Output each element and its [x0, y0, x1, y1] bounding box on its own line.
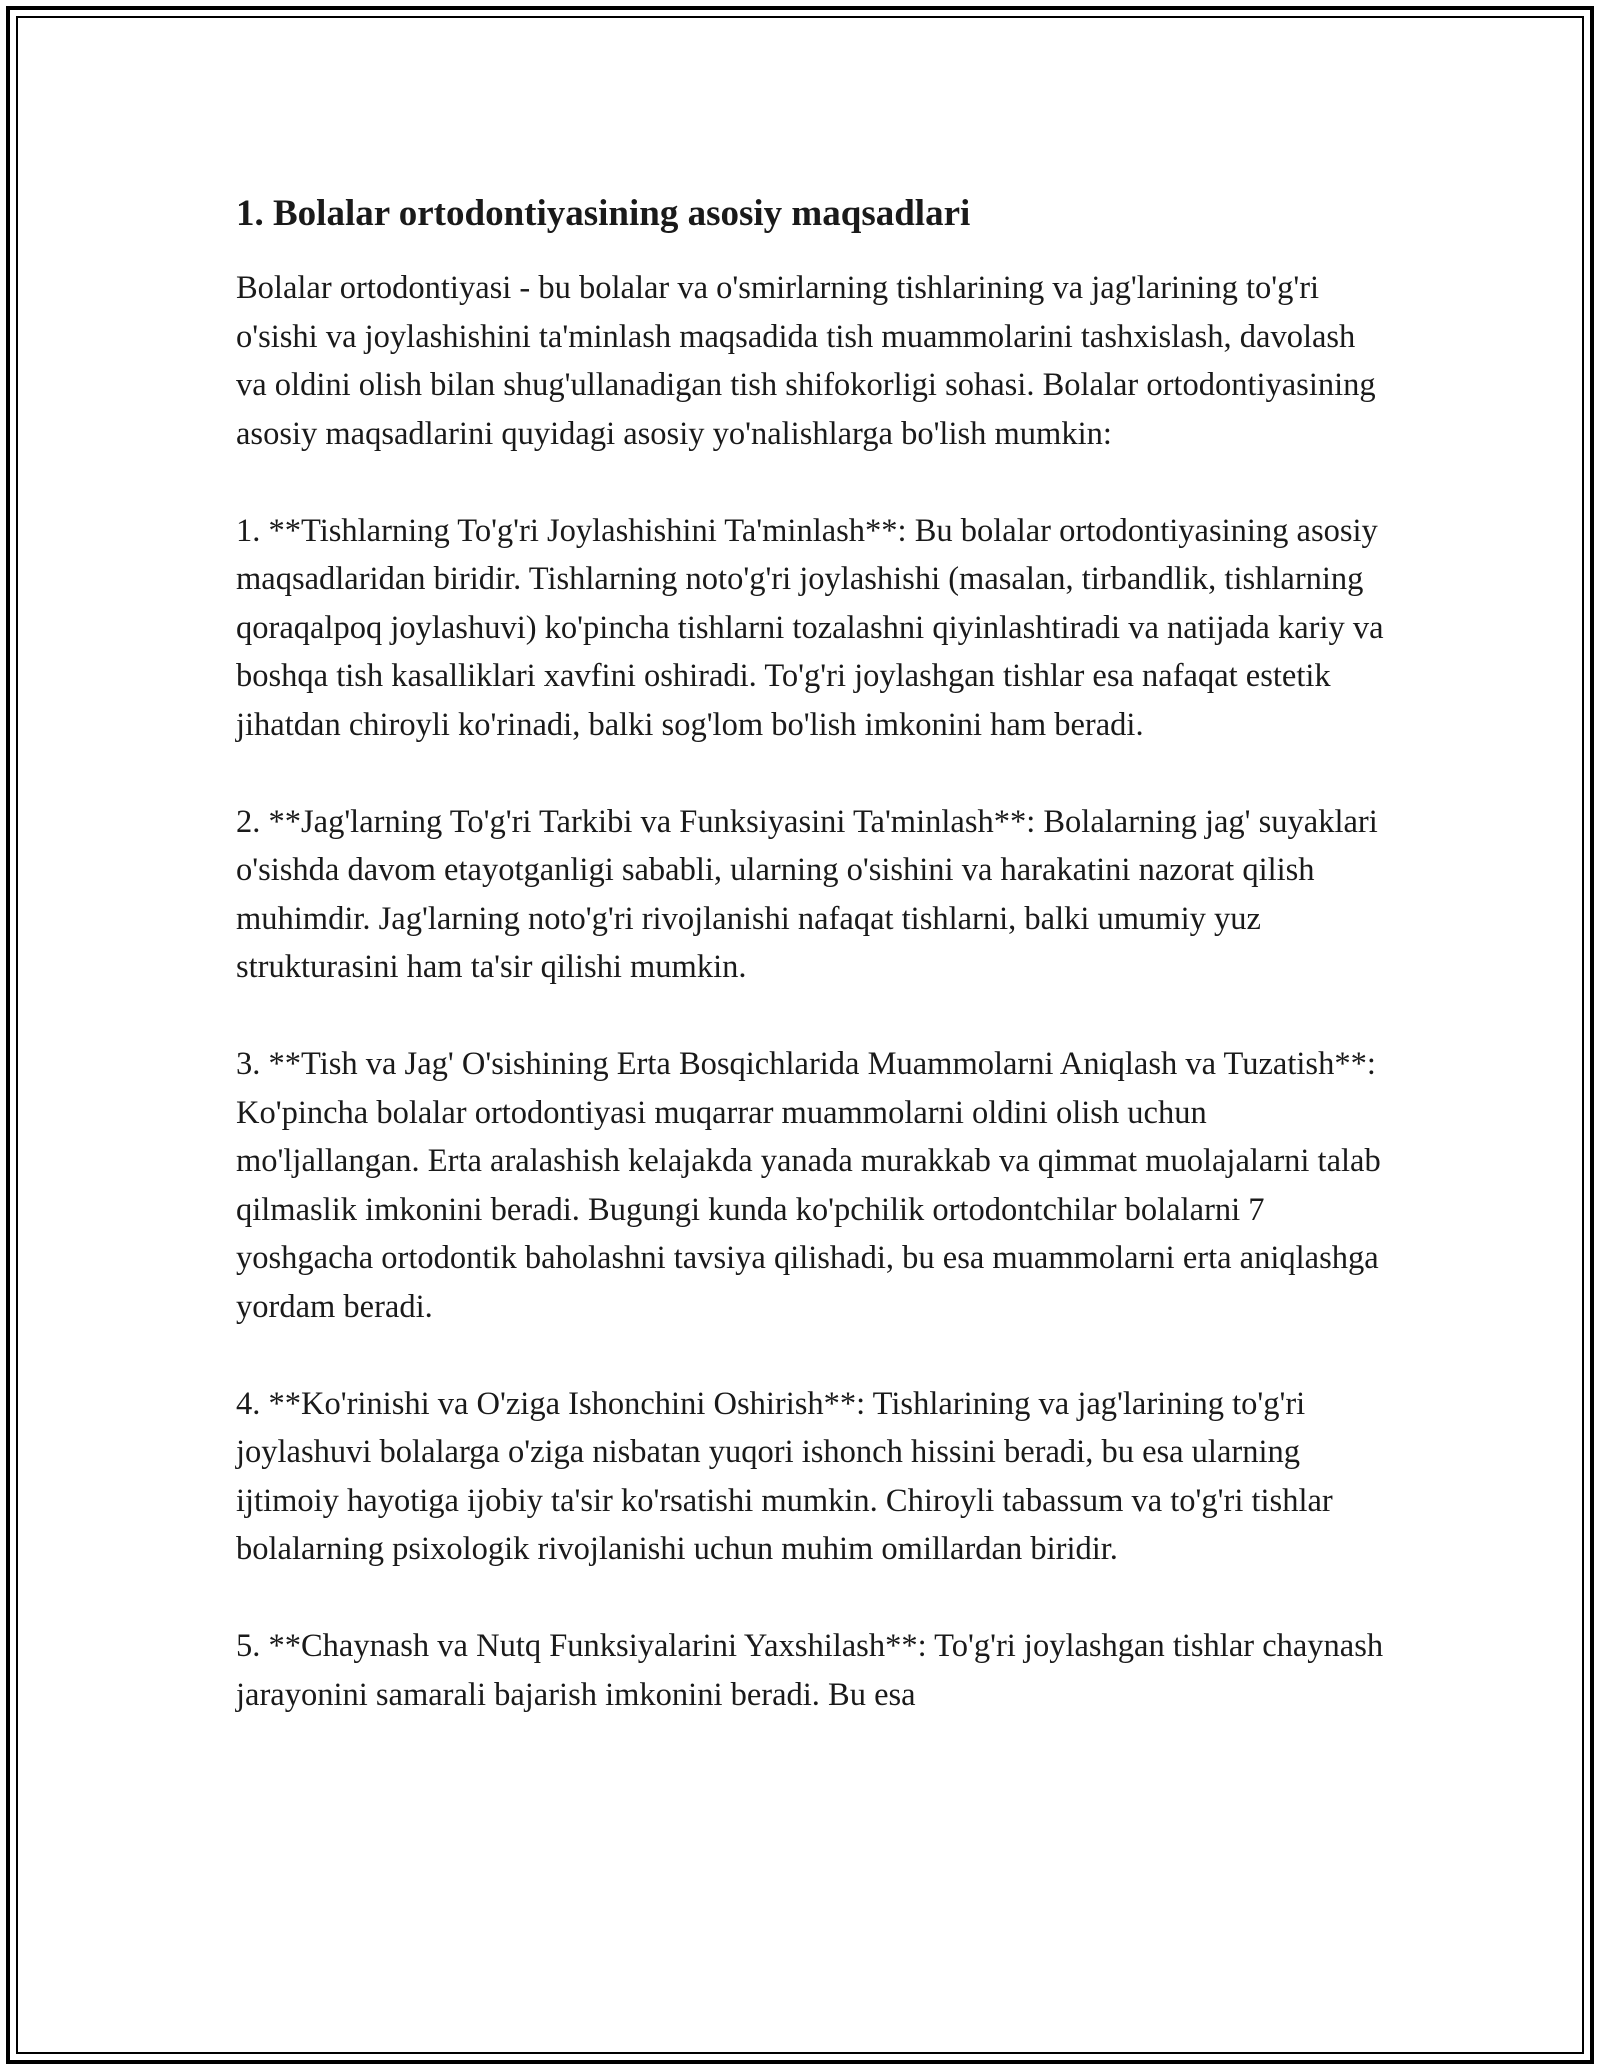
- document-body: [236, 180, 1386, 1768]
- paragraph-item-3: 3. **Tish va Jag' O'sishining Erta Bosqichlarida Muammolarni Aniqlash va Tuzatish**: Ko'pincha bolalar ortodontiyasi muqarrar muammolarni oldini olish uchun mo'ljallangan. Erta aralashish kelajakda yanada murakkab va qimmat muolajalarni talab qilmaslik imkonini beradi. Bugungi kunda ko'pchilik ortodontchilar bolalarni 7 yoshgacha ortodontik baholashni tavsiya qilishadi, bu esa muammolarni erta aniqlashga yordam beradi.: [236, 1046, 1381, 1325]
- paragraph-item-2: 2. **Jag'larning To'g'ri Tarkibi va Funksiyasini Ta'minlash**: Bolalarning jag' suyaklari o'sishda davom etayotganligi sababli, ularning o'sishini va harakatini nazorat qilish muhimdir. Jag'larning noto'g'ri rivojlanishi nafaqat tishlarni, balki umumiy yuz strukturasini ham ta'sir qilishi mumkin.: [236, 803, 1378, 985]
- section-heading: 1. Bolalar ortodontiyasining asosiy maqsadlari: [236, 193, 971, 234]
- paragraph-item-5: 5. **Chaynash va Nutq Funksiyalarini Yaxshilash**: To'g'ri joylashgan tishlar chaynash jarayonini samarali bajarish imkonini beradi. Bu esa: [236, 1628, 1384, 1713]
- paragraph-item-4: 4. **Ko'rinishi va O'ziga Ishonchini Oshirish**: Tishlarining va jag'larining to'g'ri joylashuvi bolalarga o'ziga nisbatan yuqori ishonch hissini beradi, bu esa ularning ijtimoiy hayotiga ijobiy ta'sir ko'rsatishi mumkin. Chiroyli tabassum va to'g'ri tishlar bolalarning psixologik rivojlanishi uchun muhim omillardan biridir.: [236, 1385, 1333, 1567]
- paragraph-item-1: 1. **Tishlarning To'g'ri Joylashishini Ta'minlash**: Bu bolalar ortodontiyasining asosiy maqsadlaridan biridir. Tishlarning noto'g'ri joylashishi (masalan, tirbandlik, tishlarning qoraqalpoq joylashuvi) ko'pincha tishlarni tozalashni qiyinlashtiradi va natijada kariy va boshqa tish kasalliklari xavfini oshiradi. To'g'ri joylashgan tishlar esa nafaqat estetik jihatdan chiroyli ko'rinadi, balki sog'lom bo'lish imkonini ham beradi.: [236, 512, 1384, 743]
- paragraph-intro: Bolalar ortodontiyasi - bu bolalar va o'smirlarning tishlarining va jag'larining to'g'ri o'sishi va joylashishini ta'minlash maqsadida tish muammolarini tashxislash, davolash va oldini olish bilan shug'ullanadigan tish shifokorligi sohasi. Bolalar ortodontiyasining asosiy maqsadlarini quyidagi asosiy yo'nalishlarga bo'lish mumkin:: [236, 270, 1376, 452]
